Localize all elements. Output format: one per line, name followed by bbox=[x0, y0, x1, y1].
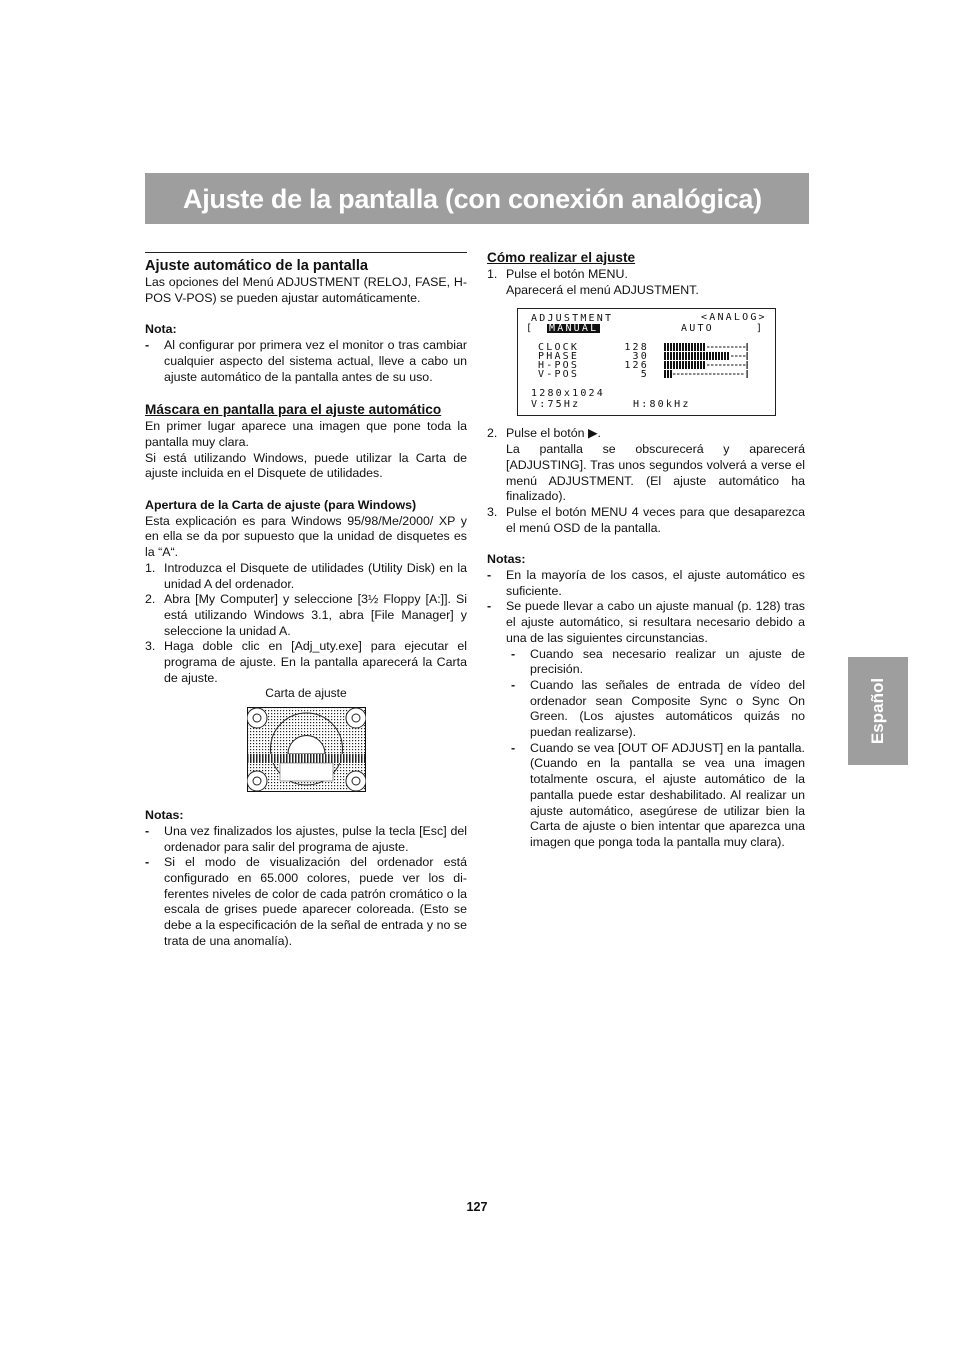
page-title: Ajuste de la pantalla (con conexión analógica) bbox=[183, 184, 762, 214]
osd-bar-filled-segment bbox=[694, 343, 696, 351]
osd-bar-empty-segment bbox=[735, 356, 738, 357]
language-tab bbox=[848, 657, 908, 765]
osd-bar-filled-segment bbox=[712, 352, 714, 360]
osd-bar-filled-segment bbox=[703, 352, 705, 360]
osd-bar-filled-segment bbox=[670, 352, 672, 360]
osd-bar-filled-segment bbox=[670, 370, 672, 378]
nota-item: - En la mayoría de los casos, el ajuste automático es suficiente. bbox=[487, 568, 805, 599]
notas-label: Notas: bbox=[145, 808, 184, 823]
osd-bar-filled-segment bbox=[709, 352, 711, 360]
osd-bar-filled-segment bbox=[667, 352, 669, 360]
nota-label: Nota: bbox=[145, 322, 177, 337]
osd-bar-empty-segment bbox=[717, 374, 720, 375]
osd-bar-filled-segment bbox=[682, 361, 684, 369]
osd-bar-empty-segment bbox=[715, 365, 718, 366]
osd-bar-filled-segment bbox=[721, 352, 723, 360]
osd-bar-empty-segment bbox=[705, 374, 708, 375]
nota-subitem: - Cuando las señales de entrada de vídeo del ordenador sean Composite Sync o Sync On Green. (Los ajustes automáticos quizás no puedan realizarse). bbox=[487, 678, 805, 741]
osd-bar-empty-segment bbox=[709, 374, 712, 375]
step-item: 3. Pulse el botón MENU 4 veces para que desaparezca el menú OSD de la pantalla. bbox=[487, 504, 805, 535]
step-item: 2. Abra [My Computer] y seleccione [3½ Floppy [A:]]. Si está utilizando Windows 3.1, abra [File Manager] y seleccione la unidad A. bbox=[145, 592, 467, 638]
osd-bar-empty-segment bbox=[673, 374, 676, 375]
osd-bar-filled-segment bbox=[691, 361, 693, 369]
language-tab-label: Español bbox=[868, 677, 887, 745]
osd-bar-empty-segment bbox=[715, 347, 718, 348]
osd-bar-filled-segment bbox=[700, 343, 702, 351]
mask-paragraph-1: En primer lugar aparece una imagen que pone toda la pantalla muy clara. bbox=[145, 419, 467, 449]
how-to-heading: Cómo realizar el ajuste bbox=[487, 250, 636, 265]
nota-subitem: - Cuando se vea [OUT OF ADJUST] en la pantalla. (Cuando en la pantalla se vea una imagen totalmente oscura, el ajuste automático de la pantalla puede estar deshabilitado. Al realizar un ajuste automático, asegúrese de utilizar bien la Carta de ajuste o bien intentar que aparezca una imagen que ponga toda la pantalla muy clara). bbox=[487, 741, 805, 851]
osd-bar-filled-segment bbox=[670, 343, 672, 351]
nota-item: - Se puede llevar a cabo un ajuste manual (p. 128) tras el ajuste automático, si resultara necesario debido a una de las siguientes circunstancias. bbox=[487, 599, 805, 646]
osd-adjustment-menu bbox=[517, 308, 776, 416]
osd-hfreq: H:80kHz bbox=[633, 399, 691, 411]
step-item: 2. Pulse el botón ▶. bbox=[487, 426, 601, 441]
osd-bar-filled-segment bbox=[703, 343, 705, 351]
osd-bar-filled-segment bbox=[694, 361, 696, 369]
osd-bar-filled-segment bbox=[664, 361, 666, 369]
osd-bar-filled-segment bbox=[676, 352, 678, 360]
osd-bar-empty-segment bbox=[693, 374, 696, 375]
section-rule bbox=[145, 252, 467, 253]
osd-bar-empty-segment bbox=[741, 374, 744, 375]
osd-row-label: V-POS bbox=[538, 369, 580, 381]
osd-bar-filled-segment bbox=[697, 343, 699, 351]
osd-row-label: CLOCK bbox=[538, 342, 580, 354]
osd-bar-empty-segment bbox=[735, 365, 738, 366]
osd-row-value: 30 bbox=[632, 351, 649, 363]
osd-bar-end-cap bbox=[747, 343, 748, 351]
mask-heading: Máscara en pantalla para el ajuste automático bbox=[145, 402, 442, 418]
osd-bar-empty-segment bbox=[711, 347, 714, 348]
osd-bar-empty-segment bbox=[729, 374, 732, 375]
nota-item: - Una vez finalizados los ajustes, pulse la tecla [Esc] del ordenador para salir del programa de ajuste. bbox=[145, 824, 467, 855]
osd-bar-empty-segment bbox=[739, 347, 742, 348]
nota-item: - Al configurar por primera vez el monitor o tras cambiar cualquier aspecto del sistema actual, lleve a cabo un ajuste automático de la pantalla antes de su uso. bbox=[145, 338, 467, 385]
osd-bar-empty-segment bbox=[681, 374, 684, 375]
left-column bbox=[145, 252, 467, 950]
osd-bar-empty-segment bbox=[707, 347, 710, 348]
osd-bar-empty-segment bbox=[739, 365, 742, 366]
osd-bar-empty-segment bbox=[735, 347, 738, 348]
osd-bar-filled-segment bbox=[682, 343, 684, 351]
osd-bar-filled-segment bbox=[688, 343, 690, 351]
osd-bar-filled-segment bbox=[715, 352, 717, 360]
osd-bar-empty-segment bbox=[719, 365, 722, 366]
osd-level-bar bbox=[664, 343, 748, 351]
osd-bar-filled-segment bbox=[664, 352, 666, 360]
osd-bar-empty-segment bbox=[731, 365, 734, 366]
osd-bar-filled-segment bbox=[679, 343, 681, 351]
osd-bar-empty-segment bbox=[731, 356, 734, 357]
osd-bar-empty-segment bbox=[711, 365, 714, 366]
osd-bar-empty-segment bbox=[697, 374, 700, 375]
step-item: 1. Pulse el botón MENU. bbox=[487, 267, 628, 281]
osd-bar-empty-segment bbox=[727, 365, 730, 366]
osd-bar-filled-segment bbox=[664, 343, 666, 351]
osd-bar-filled-segment bbox=[700, 352, 702, 360]
osd-bar-filled-segment bbox=[679, 352, 681, 360]
osd-bar-empty-segment bbox=[739, 356, 742, 357]
adjustment-chart-image bbox=[247, 707, 366, 792]
osd-bar-filled-segment bbox=[679, 361, 681, 369]
osd-level-bar bbox=[664, 361, 748, 369]
osd-bar-filled-segment bbox=[697, 352, 699, 360]
mask-paragraph-2: Si está utilizando Windows, puede utilizar la Carta de ajuste incluida en el Disquete de utilidades. bbox=[145, 450, 467, 481]
osd-row-value: 126 bbox=[624, 360, 649, 372]
open-chart-paragraph: Esta explicación es para Windows 95/98/Me/2000/ XP y en ella se da por supuesto que la unidad de disquetes es la “A“. bbox=[145, 513, 467, 560]
step-detail: Aparecerá el menú ADJUSTMENT. bbox=[506, 282, 699, 297]
osd-bar-filled-segment bbox=[673, 361, 675, 369]
osd-bar-filled-segment bbox=[718, 352, 720, 360]
osd-bar-empty-segment bbox=[723, 365, 726, 366]
osd-level-bar bbox=[664, 370, 748, 378]
osd-bar-filled-segment bbox=[703, 361, 705, 369]
page-banner bbox=[145, 173, 809, 224]
osd-bar-end-cap bbox=[747, 361, 748, 369]
osd-bar-filled-segment bbox=[724, 352, 726, 360]
osd-bar-filled-segment bbox=[667, 361, 669, 369]
osd-bar-filled-segment bbox=[727, 352, 729, 360]
osd-bar-empty-segment bbox=[727, 347, 730, 348]
osd-bar-empty-segment bbox=[723, 347, 726, 348]
osd-bar-filled-segment bbox=[667, 343, 669, 351]
osd-bracket-left: [ bbox=[526, 323, 535, 335]
osd-title: ADJUSTMENT bbox=[531, 313, 614, 325]
osd-bar-filled-segment bbox=[694, 352, 696, 360]
osd-bar-filled-segment bbox=[664, 370, 666, 378]
osd-bar-filled-segment bbox=[670, 361, 672, 369]
auto-adjust-intro: Las opciones del Menú ADJUSTMENT (RELOJ, FASE, H-POS V-POS) se pueden ajustar automáticamente. bbox=[145, 275, 467, 305]
osd-bar-filled-segment bbox=[673, 352, 675, 360]
osd-bar-empty-segment bbox=[677, 374, 680, 375]
osd-mode-auto: AUTO bbox=[681, 323, 714, 335]
osd-bar-empty-segment bbox=[719, 347, 722, 348]
osd-row-label: PHASE bbox=[538, 351, 580, 363]
osd-bar-end-cap bbox=[747, 352, 748, 360]
osd-bar-empty-segment bbox=[737, 374, 740, 375]
osd-bar-filled-segment bbox=[682, 352, 684, 360]
osd-level-bar bbox=[664, 352, 748, 360]
osd-bar-empty-segment bbox=[743, 356, 746, 357]
osd-bar-empty-segment bbox=[743, 365, 746, 366]
osd-bar-filled-segment bbox=[697, 361, 699, 369]
osd-bar-empty-segment bbox=[721, 374, 724, 375]
osd-row-value: 5 bbox=[640, 369, 649, 381]
nota-item: - Si el modo de visualización del ordenador está configurado en 65.000 colores, puede ver los di- ferentes niveles de color de cada patrón cromático o la escala de grises puede aparecer coloreada. (Esto se debe a la especificación de la señal de entrada y no se trata de una anomalía). bbox=[145, 855, 467, 949]
osd-input: <ANALOG> bbox=[701, 312, 767, 324]
osd-bar-filled-segment bbox=[676, 343, 678, 351]
osd-bar-filled-segment bbox=[706, 352, 708, 360]
osd-row-value: 128 bbox=[624, 342, 649, 354]
osd-bar-filled-segment bbox=[667, 370, 669, 378]
osd-bar-filled-segment bbox=[691, 343, 693, 351]
osd-bar-filled-segment bbox=[691, 352, 693, 360]
osd-bar-empty-segment bbox=[707, 365, 710, 366]
osd-bar-filled-segment bbox=[700, 361, 702, 369]
osd-bar-filled-segment bbox=[685, 352, 687, 360]
osd-bar-empty-segment bbox=[701, 374, 704, 375]
osd-mode-manual: MANUAL bbox=[549, 323, 599, 335]
chart-caption: Carta de ajuste bbox=[265, 686, 347, 701]
auto-adjust-heading: Ajuste automático de la pantalla bbox=[145, 258, 369, 274]
osd-bar-empty-segment bbox=[689, 374, 692, 375]
open-chart-heading: Apertura de la Carta de ajuste (para Windows) bbox=[145, 498, 417, 513]
osd-bracket-right: ] bbox=[756, 323, 765, 335]
osd-bar-empty-segment bbox=[743, 347, 746, 348]
step-item: 3. Haga doble clic en [Adj_uty.exe] para ejecutar el programa de ajuste. En la pantalla aparecerá la Carta de ajuste. bbox=[145, 639, 467, 685]
nota-subitem: - Cuando sea necesario realizar un ajuste de precisión. bbox=[487, 647, 805, 678]
osd-bar-filled-segment bbox=[688, 361, 690, 369]
osd-resolution: 1280x1024 bbox=[531, 388, 605, 400]
osd-bar-empty-segment bbox=[733, 374, 736, 375]
osd-bar-filled-segment bbox=[688, 352, 690, 360]
osd-bar-empty-segment bbox=[725, 374, 728, 375]
osd-bar-filled-segment bbox=[673, 343, 675, 351]
osd-row-label: H-POS bbox=[538, 360, 580, 372]
osd-bar-empty-segment bbox=[713, 374, 716, 375]
step-item: 1. Introduzca el Disquete de utilidades (Utility Disk) en la unidad A del ordenador. bbox=[145, 560, 467, 591]
notas-label: Notas: bbox=[487, 552, 526, 567]
osd-bar-filled-segment bbox=[685, 343, 687, 351]
osd-bar-filled-segment bbox=[676, 361, 678, 369]
osd-vfreq: V:75Hz bbox=[531, 399, 581, 411]
step-detail: La pantalla se obscurecerá y aparecerá [ADJUSTING]. Tras unos segundos volverá a verse el menú ADJUSTMENT. (El ajuste automático ha finalizado). bbox=[506, 442, 805, 504]
page-number: 127 bbox=[466, 1200, 488, 1214]
osd-bar-empty-segment bbox=[685, 374, 688, 375]
osd-bar-end-cap bbox=[747, 370, 748, 378]
right-column bbox=[487, 249, 805, 851]
osd-bar-empty-segment bbox=[731, 347, 734, 348]
osd-bar-filled-segment bbox=[685, 361, 687, 369]
